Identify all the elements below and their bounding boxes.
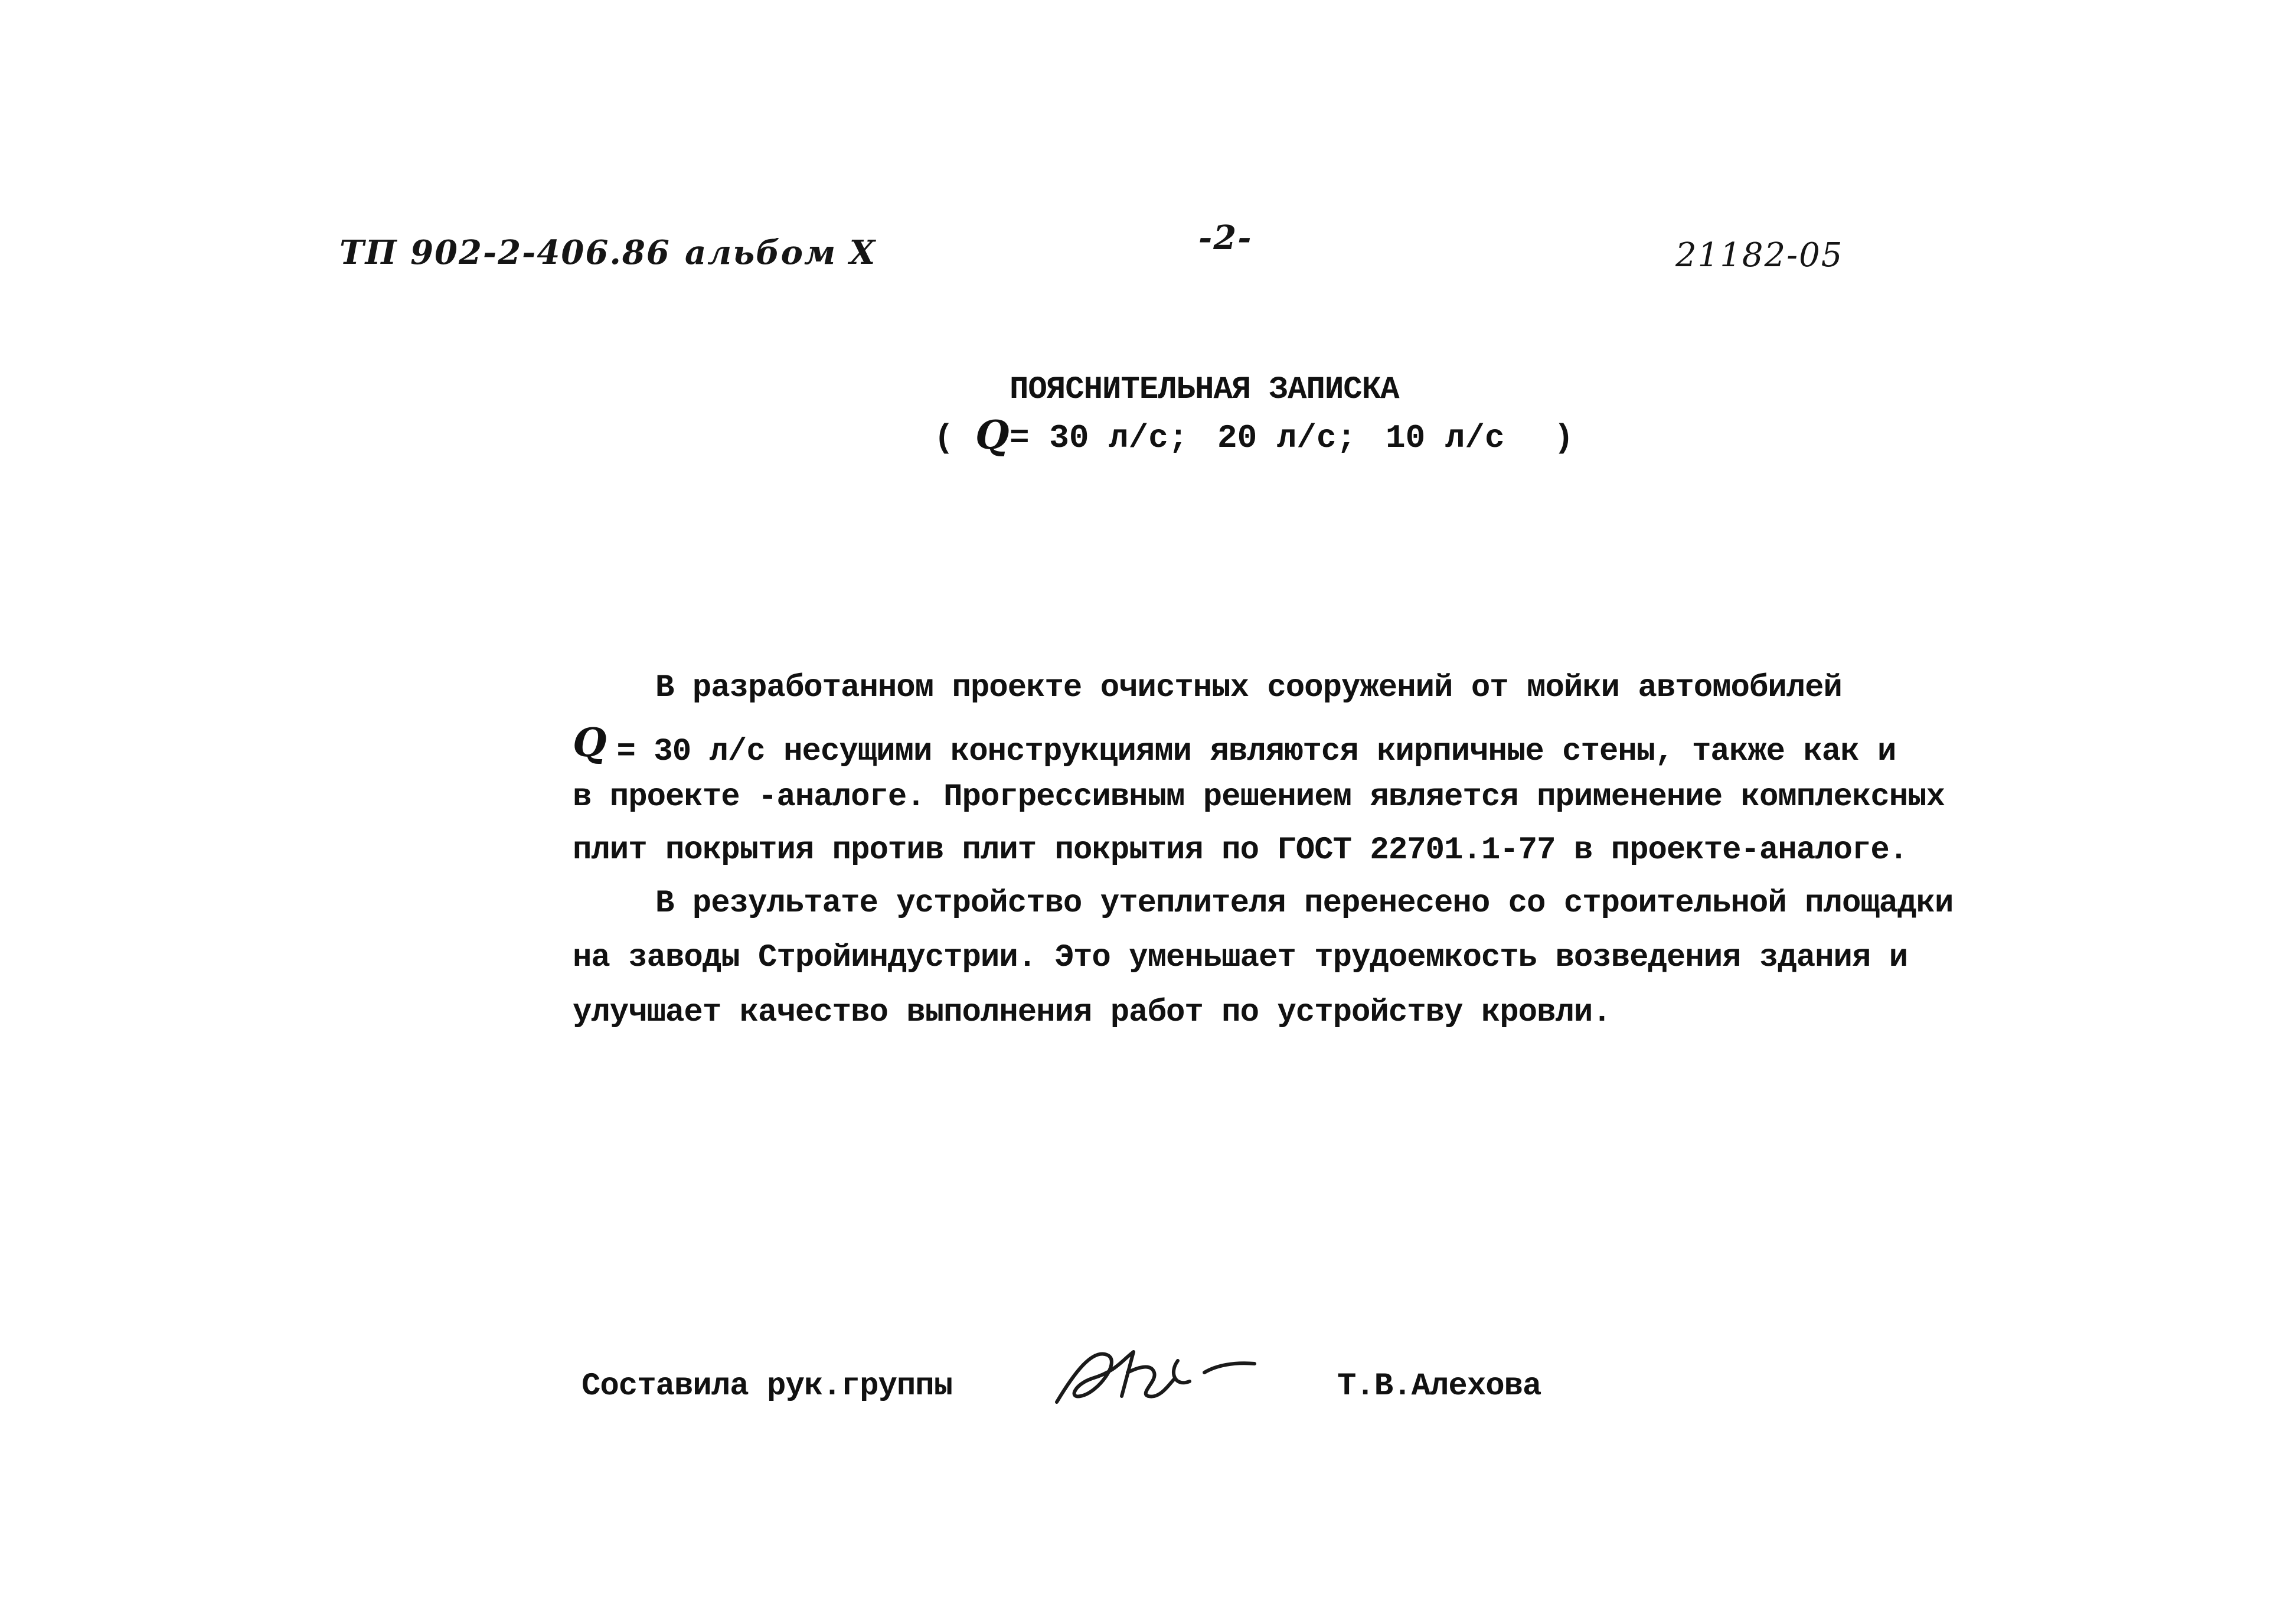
body-line: улучшает качество выполнения работ по устройству кровли. bbox=[573, 995, 1611, 1031]
page-number: -2- bbox=[1198, 218, 1253, 257]
flow-rate-third: 10 л/с bbox=[1386, 419, 1505, 457]
body-line: В результате устройство утеплителя перенесено со строительной площадки bbox=[655, 885, 1954, 922]
flow-rate-first: = 30 л/с; bbox=[1010, 419, 1188, 457]
q-symbol: Q bbox=[975, 412, 1010, 458]
body-line bbox=[573, 720, 1896, 770]
author-role: Составила рук.группы bbox=[582, 1368, 953, 1404]
body-line-text: = 30 л/с несущими конструкциями являются кирпичные стены, также как и bbox=[616, 734, 1896, 770]
body-line: в проекте -аналоге. Прогрессивным решением является применение комплексных bbox=[573, 779, 1945, 815]
open-paren: ( bbox=[934, 419, 954, 457]
body-line: плит покрытия против плит покрытия по ГОСТ 22701.1-77 в проекте-аналоге. bbox=[573, 832, 1908, 868]
flow-rate-second: 20 л/с; bbox=[1217, 419, 1357, 457]
doc-code: ТП 902-2-406.86 bbox=[339, 233, 671, 272]
handwritten-signature bbox=[1051, 1337, 1263, 1414]
page-title: ПОЯСНИТЕЛЬНАЯ ЗАПИСКА bbox=[1010, 372, 1399, 408]
close-paren: ) bbox=[1554, 419, 1574, 457]
author-name: Т.В.Алехова bbox=[1337, 1368, 1541, 1404]
body-line: В разработанном проекте очистных сооружений от мойки автомобилей bbox=[655, 670, 1842, 706]
body-line: на заводы Стройиндустрии. Это уменьшает трудоемкость возведения здания и bbox=[573, 940, 1908, 976]
album-label: альбом X bbox=[685, 233, 877, 272]
registration-number: 21182-05 bbox=[1675, 236, 1844, 275]
q-symbol: Q bbox=[573, 720, 606, 766]
